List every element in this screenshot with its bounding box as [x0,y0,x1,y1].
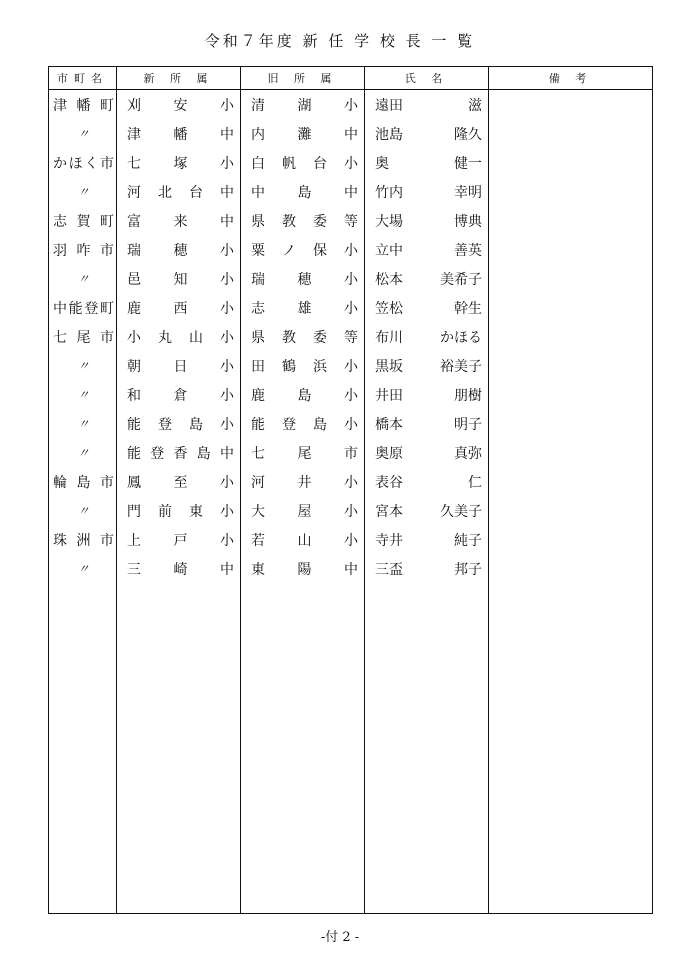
surname-text: 橋本 [375,416,403,433]
cell-new-school [117,90,241,120]
person-name [375,211,482,231]
cell-remarks [489,438,653,467]
cell-new-school [117,293,241,322]
person-name [375,298,482,318]
cell-new-school [117,496,241,525]
cell-old-school [241,264,365,293]
table-row [49,119,653,148]
person-name [375,124,482,144]
cell-old-school [241,467,365,496]
empty-cell [241,583,365,914]
header-municipality: 市町名 [49,67,117,90]
table-row [49,148,653,177]
surname-text: 池島 [375,126,403,143]
cell-old-school [241,148,365,177]
given-name-text: 隆久 [454,126,482,143]
given-name-text: かほる [440,329,482,346]
person-name [375,501,482,521]
table-row [49,351,653,380]
cell-old-school [241,177,365,206]
old-school-text: 内灘中 [251,126,358,143]
municipality-text: 中能登町 [53,300,114,317]
cell-name [365,293,489,322]
person-name [375,240,482,260]
cell-remarks [489,177,653,206]
old-school-text: 粟ノ保小 [251,242,358,259]
cell-name [365,148,489,177]
old-school-text: 若山小 [251,532,358,549]
header-row [49,67,653,90]
cell-new-school [117,438,241,467]
cell-old-school [241,235,365,264]
new-school-text: 津幡中 [127,126,234,143]
municipality-text: 〃 [77,562,90,576]
given-name-text: 純子 [454,532,482,549]
old-school-text: 県教委等 [251,213,358,230]
municipality-text: 羽咋市 [53,242,114,259]
surname-text: 竹内 [375,184,403,201]
cell-remarks [489,525,653,554]
new-school-text: 邑知小 [127,271,234,288]
cell-municipality [49,409,117,438]
old-school-text: 田鶴浜小 [251,358,358,375]
surname-text: 大場 [375,213,403,230]
cell-old-school [241,206,365,235]
cell-name [365,554,489,583]
municipality-text: 〃 [77,359,90,373]
cell-municipality [49,351,117,380]
cell-name [365,351,489,380]
cell-remarks [489,235,653,264]
cell-remarks [489,90,653,120]
person-name [375,414,482,434]
cell-name [365,438,489,467]
new-school-text: 鳳至小 [127,474,234,491]
surname-text: 布川 [375,329,403,346]
old-school-text: 大屋小 [251,503,358,520]
cell-new-school [117,264,241,293]
table-row [49,293,653,322]
cell-municipality [49,380,117,409]
table-body [49,90,653,914]
new-school-text: 刈安小 [127,97,234,114]
cell-municipality [49,322,117,351]
surname-text: 黒坂 [375,358,403,375]
given-name-text: 朋樹 [454,387,482,404]
table-row [49,206,653,235]
given-name-text: 博典 [454,213,482,230]
municipality-text: 津幡町 [53,97,114,114]
municipality-text: かほく市 [53,155,114,172]
cell-remarks [489,322,653,351]
principal-table [48,66,653,914]
new-school-text: 能登香島中 [127,445,234,462]
cell-new-school [117,351,241,380]
header-remarks: 備 考 [489,67,653,90]
given-name-text: 仁 [468,474,482,491]
cell-name [365,467,489,496]
surname-text: 井田 [375,387,403,404]
cell-old-school [241,351,365,380]
table-row [49,264,653,293]
table-row [49,322,653,351]
cell-remarks [489,264,653,293]
municipality-text: 〃 [77,417,90,431]
cell-municipality [49,438,117,467]
old-school-text: 東陽中 [251,561,358,578]
given-name-text: 裕美子 [440,358,482,375]
cell-old-school [241,90,365,120]
given-name-text: 真弥 [454,445,482,462]
empty-cell [117,583,241,914]
person-name [375,95,482,115]
old-school-text: 七尾市 [251,445,358,462]
cell-municipality [49,264,117,293]
new-school-text: 朝日小 [127,358,234,375]
surname-text: 三盃 [375,561,403,578]
person-name [375,153,482,173]
person-name [375,385,482,405]
new-school-text: 鹿西小 [127,300,234,317]
new-school-text: 瑞穂小 [127,242,234,259]
cell-new-school [117,177,241,206]
cell-new-school [117,119,241,148]
municipality-text: 〃 [77,272,90,286]
cell-remarks [489,119,653,148]
person-name [375,269,482,289]
municipality-text: 七尾市 [53,329,114,346]
surname-text: 立中 [375,242,403,259]
cell-new-school [117,525,241,554]
cell-old-school [241,119,365,148]
cell-remarks [489,148,653,177]
cell-municipality [49,90,117,120]
cell-remarks [489,409,653,438]
filler-row [49,583,653,914]
empty-cell [489,583,653,914]
surname-text: 奥原 [375,445,403,462]
table-row [49,90,653,120]
cell-remarks [489,380,653,409]
new-school-text: 上戸小 [127,532,234,549]
given-name-text: 幸明 [454,184,482,201]
given-name-text: 滋 [468,97,482,114]
old-school-text: 中島中 [251,184,358,201]
cell-old-school [241,554,365,583]
cell-remarks [489,467,653,496]
person-name [375,472,482,492]
cell-old-school [241,380,365,409]
table-row [49,525,653,554]
given-name-text: 美希子 [440,271,482,288]
cell-name [365,496,489,525]
new-school-text: 富来中 [127,213,234,230]
person-name [375,182,482,202]
cell-new-school [117,235,241,264]
surname-text: 宮本 [375,503,403,520]
cell-old-school [241,525,365,554]
given-name-text: 邦子 [454,561,482,578]
cell-municipality [49,206,117,235]
cell-new-school [117,148,241,177]
person-name [375,443,482,463]
old-school-text: 能登島小 [251,416,358,433]
empty-cell [49,583,117,914]
cell-name [365,235,489,264]
cell-municipality [49,554,117,583]
given-name-text: 明子 [454,416,482,433]
person-name [375,327,482,347]
table-row [49,177,653,206]
header-name: 氏 名 [365,67,489,90]
cell-new-school [117,380,241,409]
municipality-text: 珠洲市 [53,532,114,549]
cell-name [365,177,489,206]
municipality-text: 志賀町 [53,213,114,230]
cell-remarks [489,351,653,380]
old-school-text: 志雄小 [251,300,358,317]
table-row [49,438,653,467]
new-school-text: 三崎中 [127,561,234,578]
header-old-school: 旧 所 属 [241,67,365,90]
cell-municipality [49,177,117,206]
new-school-text: 門前東小 [127,503,234,520]
given-name-text: 久美子 [440,503,482,520]
surname-text: 遠田 [375,97,403,114]
given-name-text: 幹生 [454,300,482,317]
person-name [375,559,482,579]
table-row [49,467,653,496]
cell-name [365,525,489,554]
cell-remarks [489,496,653,525]
new-school-text: 小丸山小 [127,329,234,346]
cell-remarks [489,293,653,322]
person-name [375,530,482,550]
municipality-text: 輪島市 [53,474,114,491]
old-school-text: 鹿島小 [251,387,358,404]
old-school-text: 河井小 [251,474,358,491]
cell-remarks [489,554,653,583]
cell-old-school [241,322,365,351]
page-number: -付 2 - [320,930,360,945]
municipality-text: 〃 [77,388,90,402]
cell-old-school [241,293,365,322]
table-row [49,409,653,438]
cell-old-school [241,496,365,525]
given-name-text: 健一 [454,155,482,172]
old-school-text: 清湖小 [251,97,358,114]
page-title: 令和７年度 新 任 学 校 長 一 覧 [204,32,476,50]
surname-text: 表谷 [375,474,403,491]
cell-municipality [49,148,117,177]
cell-name [365,90,489,120]
cell-municipality [49,235,117,264]
cell-new-school [117,322,241,351]
cell-name [365,119,489,148]
surname-text: 奥 [375,155,389,172]
cell-municipality [49,119,117,148]
cell-name [365,380,489,409]
cell-municipality [49,496,117,525]
new-school-text: 七塚小 [127,155,234,172]
municipality-text: 〃 [77,446,90,460]
municipality-text: 〃 [77,185,90,199]
surname-text: 松本 [375,271,403,288]
cell-municipality [49,467,117,496]
cell-new-school [117,554,241,583]
cell-new-school [117,467,241,496]
old-school-text: 県教委等 [251,329,358,346]
cell-old-school [241,409,365,438]
surname-text: 笠松 [375,300,403,317]
cell-name [365,264,489,293]
cell-new-school [117,409,241,438]
cell-remarks [489,206,653,235]
header-new-school: 新 所 属 [117,67,241,90]
cell-name [365,322,489,351]
old-school-text: 白帆台小 [251,155,358,172]
old-school-text: 瑞穂小 [251,271,358,288]
empty-cell [365,583,489,914]
table-row [49,554,653,583]
new-school-text: 能登島小 [127,416,234,433]
surname-text: 寺井 [375,532,403,549]
municipality-text: 〃 [77,504,90,518]
table-row [49,235,653,264]
person-name [375,356,482,376]
given-name-text: 善英 [454,242,482,259]
municipality-text: 〃 [77,127,90,141]
table-row [49,496,653,525]
cell-old-school [241,438,365,467]
cell-name [365,409,489,438]
table-row [49,380,653,409]
cell-municipality [49,293,117,322]
cell-municipality [49,525,117,554]
new-school-text: 河北台中 [127,184,234,201]
new-school-text: 和倉小 [127,387,234,404]
cell-name [365,206,489,235]
cell-new-school [117,206,241,235]
